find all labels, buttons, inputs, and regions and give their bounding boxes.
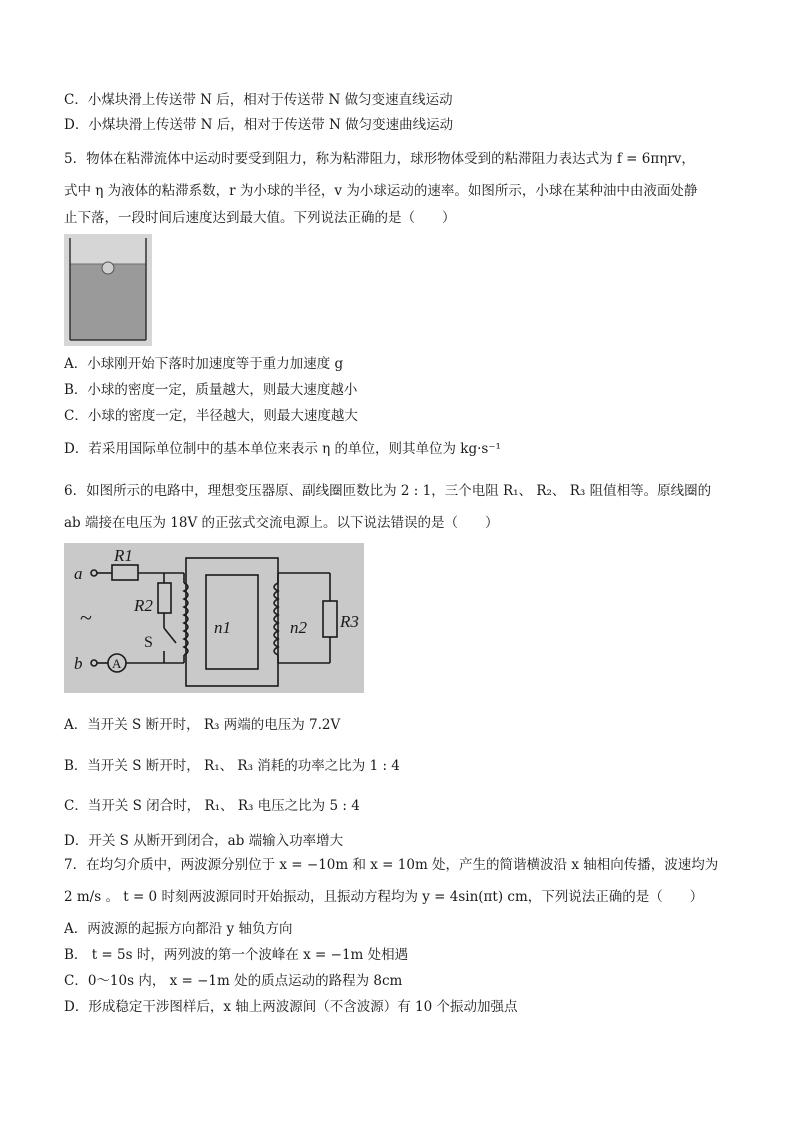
q6-stem-line2: ab 端接在电压为 18V 的正弦式交流电源上。以下说法错误的是（ ） xyxy=(64,515,499,531)
ammeter-label: A xyxy=(112,656,122,671)
q5-option-a: A．小球刚开始下落时加速度等于重力加速度 g xyxy=(64,356,344,372)
r1-label: R1 xyxy=(114,546,133,565)
ac-source-symbol: ~ xyxy=(80,605,92,630)
n2-label: n2 xyxy=(290,618,307,637)
q6-option-b: B．当开关 S 断开时， R₁、 R₃ 消耗的功率之比为 1 : 4 xyxy=(64,758,400,774)
switch-s-label: S xyxy=(144,634,153,651)
beaker-with-ball-image xyxy=(64,234,152,346)
q6-stem-line1: 6．如图所示的电路中，理想变压器原、副线圈匝数比为 2 : 1，三个电阻 R₁、 R₂、 R₃ 阻值相等。原线圈的 xyxy=(64,483,712,499)
q7-option-a: A．两波源的起振方向都沿 y 轴负方向 xyxy=(64,921,293,937)
q7-stem-line1: 7．在均匀介质中，两波源分别位于 x = −10m 和 x = 10m 处，产生的简谐横波沿 x 轴相向传播，波速均为 xyxy=(64,857,719,873)
q5-stem-line3: 止下落，一段时间后速度达到最大值。下列说法正确的是（ ） xyxy=(64,210,456,226)
n1-label: n1 xyxy=(214,618,231,637)
q5-option-b: B．小球的密度一定，质量越大，则最大速度越小 xyxy=(64,382,358,398)
r3-label: R3 xyxy=(340,612,359,631)
q6-option-d: D．开关 S 从断开到闭合，ab 端输入功率增大 xyxy=(64,833,344,849)
q5-option-d: D．若采用国际单位制中的基本单位来表示 η 的单位，则其单位为 kg·s⁻¹ xyxy=(64,441,501,457)
q6-circuit-figure xyxy=(64,543,364,693)
q7-option-c: C．0～10s 内， x = −1m 处的质点运动的路程为 8cm xyxy=(64,973,403,989)
q7-option-d: D．形成稳定干涉图样后，x 轴上两波源间（不含波源）有 10 个振动加强点 xyxy=(64,999,518,1015)
q4-option-c: C．小煤块滑上传送带 N 后，相对于传送带 N 做匀变速直线运动 xyxy=(64,92,453,108)
terminal-a-label: a xyxy=(74,564,83,583)
q7-option-b: B． t = 5s 时，两列波的第一个波峰在 x = −1m 处相遇 xyxy=(64,947,409,963)
q5-beaker-figure xyxy=(64,234,152,346)
transformer-circuit-diagram xyxy=(64,543,364,693)
q6-option-a: A．当开关 S 断开时， R₃ 两端的电压为 7.2V xyxy=(64,717,341,733)
q5-stem-line1: 5．物体在粘滞流体中运动时要受到阻力，称为粘滞阻力，球形物体受到的粘滞阻力表达式为 f = 6πηrv， xyxy=(64,151,695,167)
terminal-b-label: b xyxy=(74,654,83,673)
r2-label: R2 xyxy=(134,596,153,615)
q5-option-c: C．小球的密度一定，半径越大，则最大速度越大 xyxy=(64,408,358,424)
q7-stem-line2: 2 m/s 。 t = 0 时刻两波源同时开始振动，且振动方程均为 y = 4sin(πt) cm，下列说法正确的是（ ） xyxy=(64,889,704,905)
q5-stem-line2: 式中 η 为液体的粘滞系数，r 为小球的半径，v 为小球运动的速率。如图所示，小球在某种油中由液面处静 xyxy=(64,183,698,199)
q6-option-c: C．当开关 S 闭合时， R₁、 R₃ 电压之比为 5 : 4 xyxy=(64,798,360,814)
q4-option-d: D．小煤块滑上传送带 N 后，相对于传送带 N 做匀变速曲线运动 xyxy=(64,117,454,133)
